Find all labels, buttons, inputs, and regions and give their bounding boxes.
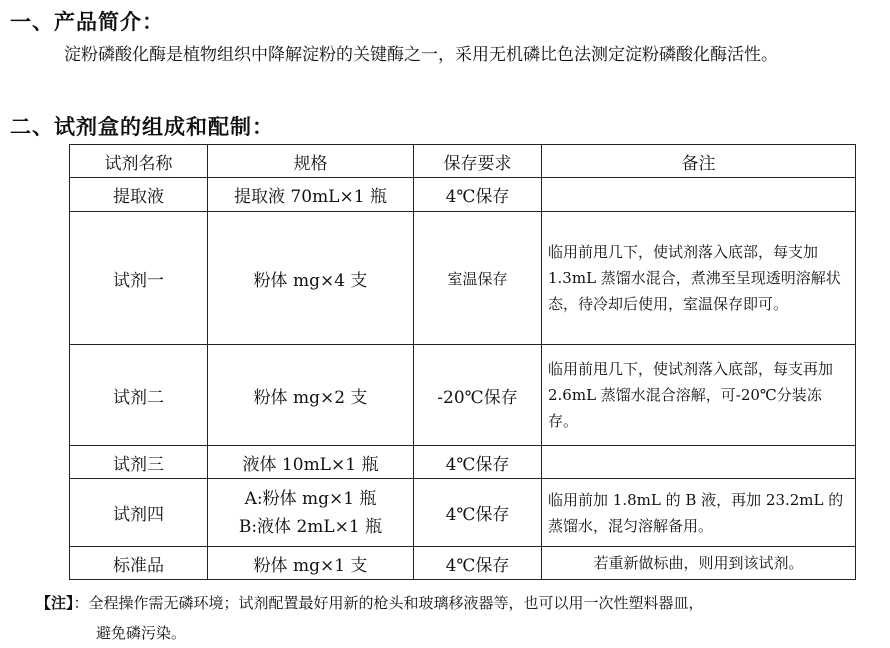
footnote-tag: 【注】 (36, 594, 74, 612)
section-heading-intro: 一、产品简介： (10, 10, 164, 34)
table-row (70, 212, 856, 345)
cell-note: 若重新做标曲，则用到该试剂。 (542, 547, 856, 580)
cell-storage: 4℃保存 (414, 547, 542, 580)
table-row (70, 345, 856, 446)
cell-storage: 4℃保存 (414, 479, 542, 547)
cell-name: 试剂四 (70, 479, 208, 547)
cell-storage: 室温保存 (414, 212, 542, 345)
header-note: 备注 (542, 145, 856, 178)
header-storage: 保存要求 (414, 145, 542, 178)
cell-note: 临用前甩几下，使试剂落入底部，每支加 1.3mL 蒸馏水混合，煮沸至呈现透明溶解状态，待冷却后使用，室温保存即可。 (542, 212, 856, 345)
cell-spec: 提取液 70mL×1 瓶 (208, 178, 414, 212)
header-name: 试剂名称 (70, 145, 208, 178)
cell-spec-b: B:液体 2mL×1 瓶 (238, 516, 383, 537)
reagent-table (69, 144, 856, 580)
table-row (70, 479, 856, 547)
section-heading-kit: 二、试剂盒的组成和配制： (10, 115, 274, 139)
cell-spec: 粉体 mg×2 支 (208, 345, 414, 446)
table-header-row (70, 145, 856, 178)
cell-spec: 粉体 mg×4 支 (208, 212, 414, 345)
cell-name: 试剂一 (70, 212, 208, 345)
cell-spec: 粉体 mg×1 支 (208, 547, 414, 580)
table-row (70, 446, 856, 479)
cell-spec (208, 479, 414, 547)
cell-note (542, 178, 856, 212)
footnote-text: ：全程操作需无磷环境；试剂配置最好用新的枪头和玻璃移液器等，也可以用一次性塑料器皿， (73, 594, 704, 612)
cell-name: 试剂三 (70, 446, 208, 479)
cell-storage: -20℃保存 (414, 345, 542, 446)
footnote (36, 588, 888, 648)
cell-name: 提取液 (70, 178, 208, 212)
cell-note: 临用前甩几下，使试剂落入底部，每支再加 2.6mL 蒸馏水混合溶解，可-20℃分装冻存。 (542, 345, 856, 446)
header-spec: 规格 (208, 145, 414, 178)
table-row (70, 178, 856, 212)
cell-storage: 4℃保存 (414, 178, 542, 212)
footnote-line-2: 避免磷污染。 (96, 624, 187, 642)
cell-spec-a: A:粉体 mg×1 瓶 (244, 488, 377, 509)
cell-spec: 液体 10mL×1 瓶 (208, 446, 414, 479)
cell-storage: 4℃保存 (414, 446, 542, 479)
cell-note (542, 446, 856, 479)
intro-paragraph: 淀粉磷酸化酶是植物组织中降解淀粉的关键酶之一，采用无机磷比色法测定淀粉磷酸化酶活性。 (64, 45, 778, 65)
table-row (70, 547, 856, 580)
cell-note: 临用前加 1.8mL 的 B 液，再加 23.2mL 的蒸馏水，混匀溶解备用。 (542, 479, 856, 547)
footnote-line-1 (36, 588, 888, 618)
cell-name: 标准品 (70, 547, 208, 580)
cell-name: 试剂二 (70, 345, 208, 446)
